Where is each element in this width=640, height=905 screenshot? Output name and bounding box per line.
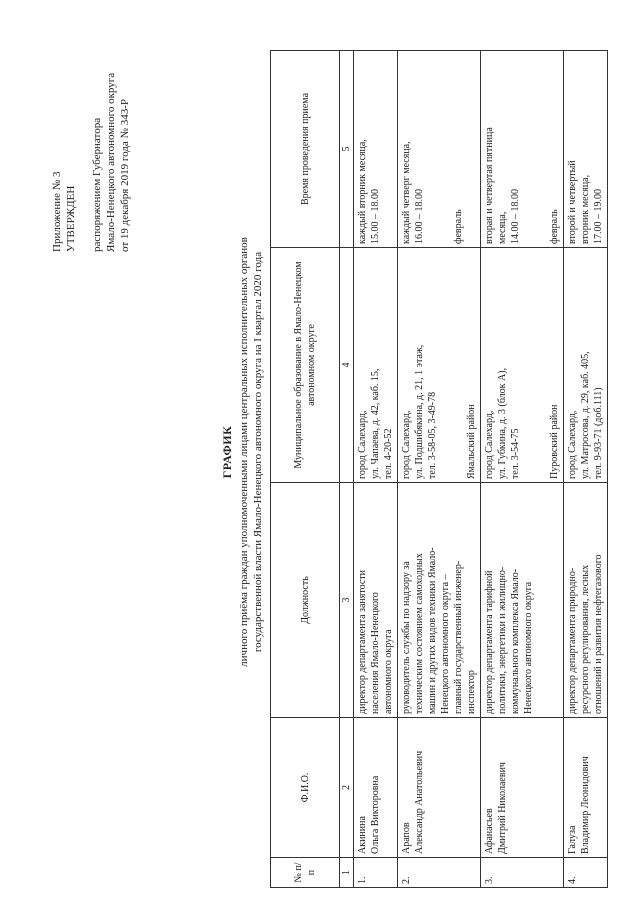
position-cell-line: населения Ямало-Ненецкого (370, 592, 381, 714)
position-cell-line: директор департамента природно- (567, 567, 578, 714)
position-cell-line: директор департамента занятости (357, 570, 368, 714)
position-cell-line: главный государственный инженер- (453, 560, 464, 714)
fio-cell-line: Дмитрий Николаевич (497, 762, 508, 854)
column-number: 4 (340, 248, 354, 483)
document-title: ГРАФИК (220, 425, 234, 479)
rotated-document-page (50, 2, 604, 902)
header-number: № п/п (271, 858, 340, 888)
table-row (398, 51, 481, 888)
appendix-number: Приложение № 3 (51, 171, 63, 252)
row-number: 2. (398, 858, 481, 888)
column-number-row (340, 51, 354, 888)
position-cell-line: директор департамента тарифной (484, 570, 495, 714)
subtitle-line: личного приёма граждан уполномоченными лицами центральных исполнительных органов (238, 237, 250, 667)
order-line: распоряжением Губернатора (91, 117, 103, 252)
fio-cell-line: Галуза (567, 825, 578, 854)
fio-cell (398, 718, 481, 858)
schedule-cell (481, 51, 564, 248)
position-cell-line: коммунального комплекса Ямало- (510, 568, 521, 714)
municipality-cell-line: ул. Подшибякина, д. 21, 1 этаж, (414, 344, 425, 479)
schedule-cell-line: каждый вторник месяца, (357, 139, 368, 244)
municipality-cell-line: город Салехард, (484, 410, 495, 479)
fio-cell (481, 718, 564, 858)
position-cell (481, 483, 564, 718)
position-cell-line: политики, энергетики и жилищно- (497, 566, 508, 714)
municipality-cell (481, 248, 564, 483)
municipality-cell-line: ул. Чапаева, д. 42, каб. 15, (370, 368, 381, 479)
fio-cell-line: Владимир Леонидович (580, 756, 591, 854)
row-number: 3. (481, 858, 564, 888)
column-number: 1 (340, 858, 354, 888)
schedule-cell-line: второй и четвертый (567, 160, 578, 244)
row-number: 4. (564, 858, 608, 888)
column-number: 3 (340, 483, 354, 718)
municipality-cell-line: тел. 4-20-52 (383, 428, 394, 479)
order-issuer: Ямало-Ненецкого автономного округа (105, 72, 117, 252)
header-fio: Ф.И.О. (271, 718, 340, 858)
schedule-cell-line: 14.00 – 18.00 (510, 189, 521, 244)
position-cell-line: автономного округа (383, 629, 394, 714)
fio-cell-line: Ольга Викторовна (370, 775, 381, 854)
municipality-cell-line: тел. 3-58-05, 3-49-78 (427, 391, 438, 479)
order-date: от 19 декабря 2019 года № 343-Р (119, 98, 131, 252)
schedule-cell-line: месяца, (497, 211, 508, 244)
position-cell-line: машин и других видов техники Ямало- (427, 547, 438, 714)
reception-schedule-table (270, 50, 608, 888)
position-cell-line: техническим состоянием самоходных (414, 553, 425, 714)
schedule-cell-line: каждый четверг месяца, (401, 141, 412, 244)
municipality-cell-line: ул. Матросова, д. 29, каб. 405, (580, 351, 591, 479)
header-position: Должность (271, 483, 340, 718)
municipality-cell-extra-line: Пуровский район (549, 404, 560, 479)
table-body (354, 51, 608, 888)
column-number: 2 (340, 718, 354, 858)
schedule-cell (398, 51, 481, 248)
schedule-cell-line: 15.00 – 18.00 (370, 189, 381, 244)
municipality-cell-line: город Салехард, (357, 410, 368, 479)
position-cell-line: Ненецкого автономного округа (523, 581, 534, 714)
fio-cell-line: Арапов (401, 822, 412, 854)
schedule-cell (564, 51, 608, 248)
appendix-approval-block (50, 2, 132, 252)
fio-cell (354, 718, 398, 858)
position-cell-line: ресурсного регулирования, лесных (580, 564, 591, 714)
header-schedule: Время проведения приема (271, 51, 340, 248)
header-municipality: Муниципальное образование в Ямало-Ненецком автономном округе (271, 248, 340, 483)
row-number: 1. (354, 858, 398, 888)
municipality-cell-line: тел. 9-93-71 (доб.111) (593, 387, 604, 479)
municipality-cell-line: город Салехард, (401, 410, 412, 479)
municipality-cell-line: ул. Губкина, д. 3 (блок А), (497, 367, 508, 479)
municipality-cell-line: тел. 3-54-75 (510, 428, 521, 479)
municipality-cell (354, 248, 398, 483)
table-row (481, 51, 564, 888)
position-cell-line: инспектор (466, 670, 477, 714)
fio-cell-line: Афанасьев (484, 808, 495, 854)
table-row (354, 51, 398, 888)
municipality-cell (398, 248, 481, 483)
table-header-row (271, 51, 340, 888)
position-cell-line: Ненецкого автономного округа – (440, 574, 451, 714)
position-cell (398, 483, 481, 718)
position-cell (564, 483, 608, 718)
schedule-cell-line: вторая и четвертая пятница (484, 127, 495, 244)
position-cell-line: руководитель службы по надзору за (401, 561, 412, 714)
schedule-cell-extra-line: февраль (549, 209, 560, 244)
position-cell (354, 483, 398, 718)
schedule-cell-line: 17.00 – 19.00 (593, 189, 604, 244)
fio-cell-line: Александр Анатольевич (414, 750, 425, 854)
position-cell-line: отношений и развития нефтегазового (593, 554, 604, 714)
fio-cell (564, 718, 608, 858)
approval-stamp-text: УТВЕРЖДЕН (65, 185, 77, 252)
document-subtitle (237, 22, 265, 882)
schedule-cell-line: вторник месяца, (580, 174, 591, 244)
municipality-cell-extra-line: Ямальский район (466, 404, 477, 479)
municipality-cell (564, 248, 608, 483)
table-row (564, 51, 608, 888)
subtitle-line: государственной власти Ямало-Ненецкого автономного округа на I квартал 2020 года (252, 251, 264, 653)
fio-cell-line: Акинина (357, 816, 368, 854)
schedule-cell-extra-line: февраль (453, 209, 464, 244)
schedule-cell (354, 51, 398, 248)
municipality-cell-line: город Салехард, (567, 410, 578, 479)
schedule-cell-line: 16.00 – 18.00 (414, 189, 425, 244)
column-number: 5 (340, 51, 354, 248)
